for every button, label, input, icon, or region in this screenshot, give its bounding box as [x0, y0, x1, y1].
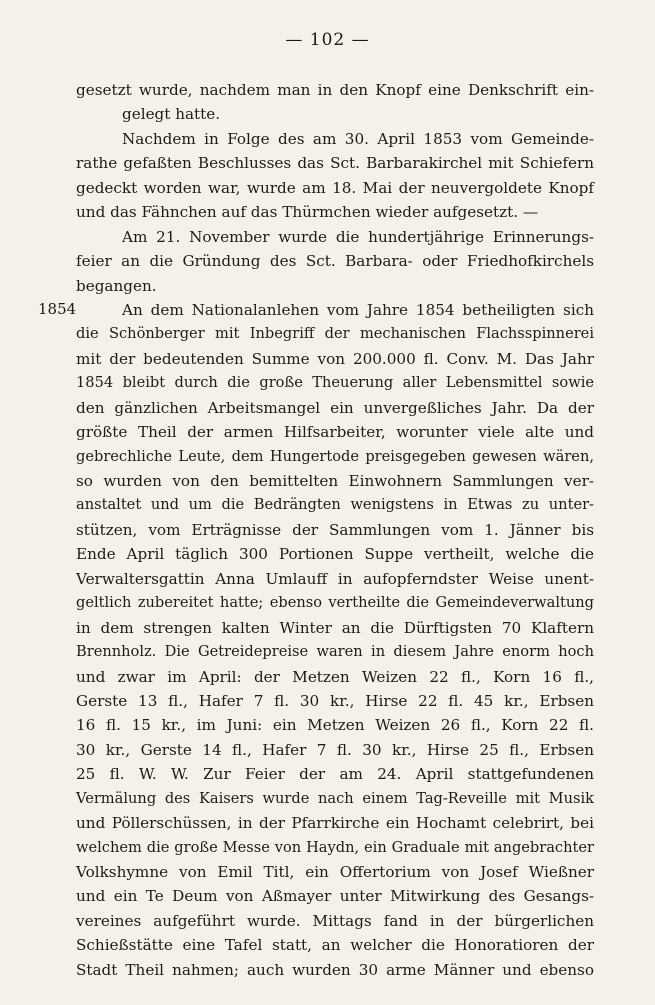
text-line: gesetzt wurde, nachdem man in den Knopf eine Denkschrift ein- [76, 81, 594, 99]
text-line: und ein Te Deum von Aßmayer unter Mitwirkung des Gesangs- [76, 887, 594, 906]
text-line: welchem die große Messe von Haydn, ein Graduale mit angebrachter [76, 838, 594, 856]
text-line: so wurden von den bemittelten Einwohnern Sammlungen ver- [76, 472, 594, 490]
text-line: in dem strengen kalten Winter an die Dürftigsten 70 Klaftern [76, 618, 594, 637]
text-line: An dem Nationalanlehen vom Jahre 1854 betheiligten sich [122, 300, 594, 319]
text-line: Ende April täglich 300 Portionen Suppe vertheilt, welche die [76, 545, 594, 564]
text-line: Gerste 13 fl., Hafer 7 fl. 30 kr., Hirse 22 fl. 45 kr., Erbsen [76, 691, 594, 710]
text-line: gelegt hatte. [122, 105, 221, 124]
text-line: 30 kr., Gerste 14 fl., Hafer 7 fl. 30 kr., Hirse 25 fl., Erbsen [76, 740, 594, 759]
text-line: Nachdem in Folge des am 30. April 1853 vom Gemeinde- [122, 129, 594, 148]
text-line: vereines aufgeführt wurde. Mittags fand in der bürgerlichen [76, 911, 594, 930]
text-line: gedeckt worden war, wurde am 18. Mai der neuvergoldete Knopf [76, 178, 594, 197]
text-line: 16 fl. 15 kr., im Juni: ein Metzen Weizen 26 fl., Korn 22 fl. [76, 716, 594, 735]
text-line: 25 fl. W. W. Zur Feier der am 24. April stattgefundenen [76, 765, 594, 784]
text-line: die Schönberger mit Inbegriff der mechanischen Flachsspinnerei [76, 325, 594, 343]
text-line: stützen, vom Erträgnisse der Sammlungen vom 1. Jänner bis [76, 520, 594, 539]
body-text [76, 78, 594, 982]
text-line: und das Fähnchen auf das Thürmchen wieder aufgesetzt. — [76, 203, 539, 222]
text-line: und Pöllerschüssen, in der Pfarrkirche ein Hochamt celebrirt, bei [76, 814, 594, 833]
text-line: größte Theil der armen Hilfsarbeiter, worunter viele alte und [76, 423, 594, 442]
text-line: 1854 bleibt durch die große Theuerung aller Lebensmittel sowie [76, 374, 594, 392]
text-line: geltlich zubereitet hatte; ebenso vertheilte die Gemeindeverwaltung [76, 594, 594, 612]
text-line: rathe gefaßten Beschlusses das Sct. Barbarakirchel mit Schiefern [76, 154, 594, 173]
text-line: feier an die Gründung des Sct. Barbara- oder Friedhofkirchels [76, 252, 594, 271]
text-line: Am 21. November wurde die hundertjährige Erinnerungs- [122, 227, 594, 246]
text-line: den gänzlichen Arbeitsmangel ein unvergeßliches Jahr. Da der [76, 398, 594, 417]
text-line: Brennholz. Die Getreidepreise waren in diesem Jahre enorm hoch [76, 643, 594, 661]
text-line: Verwaltersgattin Anna Umlauff in aufopferndster Weise unent- [76, 569, 594, 588]
text-line: begangen. [76, 276, 157, 295]
text-line: Stadt Theil nahmen; auch wurden 30 arme Männer und ebenso [76, 960, 594, 979]
page-number: — 102 — [285, 30, 370, 50]
text-line: Schießstätte eine Tafel statt, an welcher die Honoratioren der [76, 936, 594, 955]
text-line: mit der bedeutenden Summe von 200.000 fl. Conv. M. Das Jahr [76, 349, 594, 368]
text-line: anstaltet und um die Bedrängten wenigstens in Etwas zu unter- [76, 496, 594, 514]
text-line: Volkshymne von Emil Titl, ein Offertorium von Josef Wießner [76, 863, 594, 881]
text-line: und zwar im April: der Metzen Weizen 22 fl., Korn 16 fl., [76, 667, 594, 686]
text-line: gebrechliche Leute, dem Hungertode preisgegeben gewesen wären, [76, 447, 594, 465]
margin-year-note: 1854 [38, 300, 77, 318]
text-line: Vermälung des Kaisers wurde nach einem Tag-Reveille mit Musik [76, 789, 594, 807]
